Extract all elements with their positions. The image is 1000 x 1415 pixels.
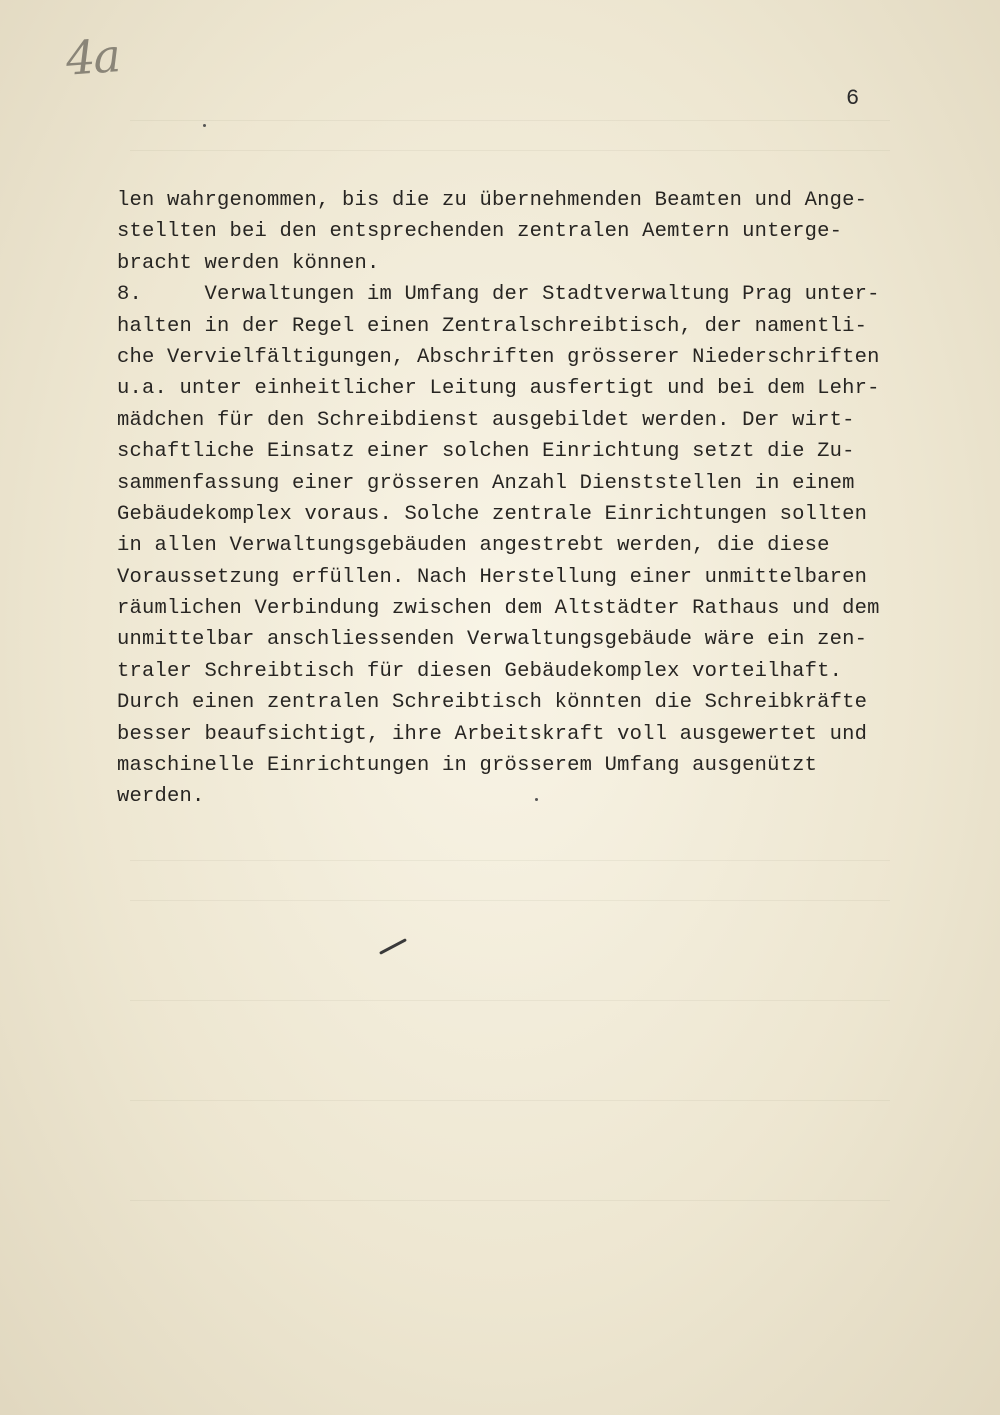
text-line: maschinelle Einrichtungen in grösserem Umfang ausgenützt (117, 754, 818, 778)
text-line: schaftliche Einsatz einer solchen Einrichtung setzt die Zu- (117, 440, 855, 464)
text-line: räumlichen Verbindung zwischen dem Altstädter Rathaus und dem (117, 597, 880, 621)
text-line: Gebäudekomplex voraus. Solche zentrale Einrichtungen sollten (117, 502, 868, 526)
bleed-through-line (130, 1000, 890, 1001)
text-line: len wahrgenommen, bis die zu übernehmenden Beamten und Ange- (117, 189, 868, 212)
bleed-through-line (130, 900, 890, 901)
text-line: traler Schreibtisch für diesen Gebäudekomplex vorteilhaft. (117, 659, 843, 683)
text-line: sammenfassung einer grösseren Anzahl Dienststellen in einem (117, 471, 855, 495)
handwritten-page-note: 4a (64, 28, 121, 86)
text-line: besser beaufsichtigt, ihre Arbeitskraft voll ausgewertet und (117, 722, 868, 746)
text-line: in allen Verwaltungsgebäuden angestrebt werden, die diese (117, 534, 830, 558)
text-line: bracht werden können. (117, 251, 380, 275)
text-line: unmittelbar anschliessenden Verwaltungsgebäude wäre ein zen- (117, 628, 868, 652)
ink-dot (203, 124, 206, 127)
bleed-through-line (130, 1100, 890, 1101)
text-line: u.a. unter einheitlicher Leitung ausfertigt und bei dem Lehr- (117, 377, 880, 401)
pencil-stroke-mark (379, 938, 407, 955)
text-line: werden. (117, 785, 205, 809)
bleed-through-line (130, 150, 890, 151)
bleed-through-line (130, 1200, 890, 1201)
page-number: 6 (846, 86, 860, 111)
bleed-through-line (130, 860, 890, 861)
bleed-through-line (130, 120, 890, 121)
ink-dot (535, 798, 538, 801)
text-line: halten in der Regel einen Zentralschreibtisch, der namentli- (117, 314, 868, 338)
text-line: stellten bei den entsprechenden zentralen Aemtern unterge- (117, 220, 843, 244)
text-line: Durch einen zentralen Schreibtisch könnten die Schreibkräfte (117, 691, 868, 715)
typed-body-text (117, 185, 907, 813)
text-line: che Vervielfältigungen, Abschriften grösserer Niederschriften (117, 345, 880, 369)
text-line: Voraussetzung erfüllen. Nach Herstellung einer unmittelbaren (117, 565, 868, 589)
text-line: 8. Verwaltungen im Umfang der Stadtverwaltung Prag unter- (117, 283, 880, 307)
text-line: mädchen für den Schreibdienst ausgebildet werden. Der wirt- (117, 408, 855, 432)
